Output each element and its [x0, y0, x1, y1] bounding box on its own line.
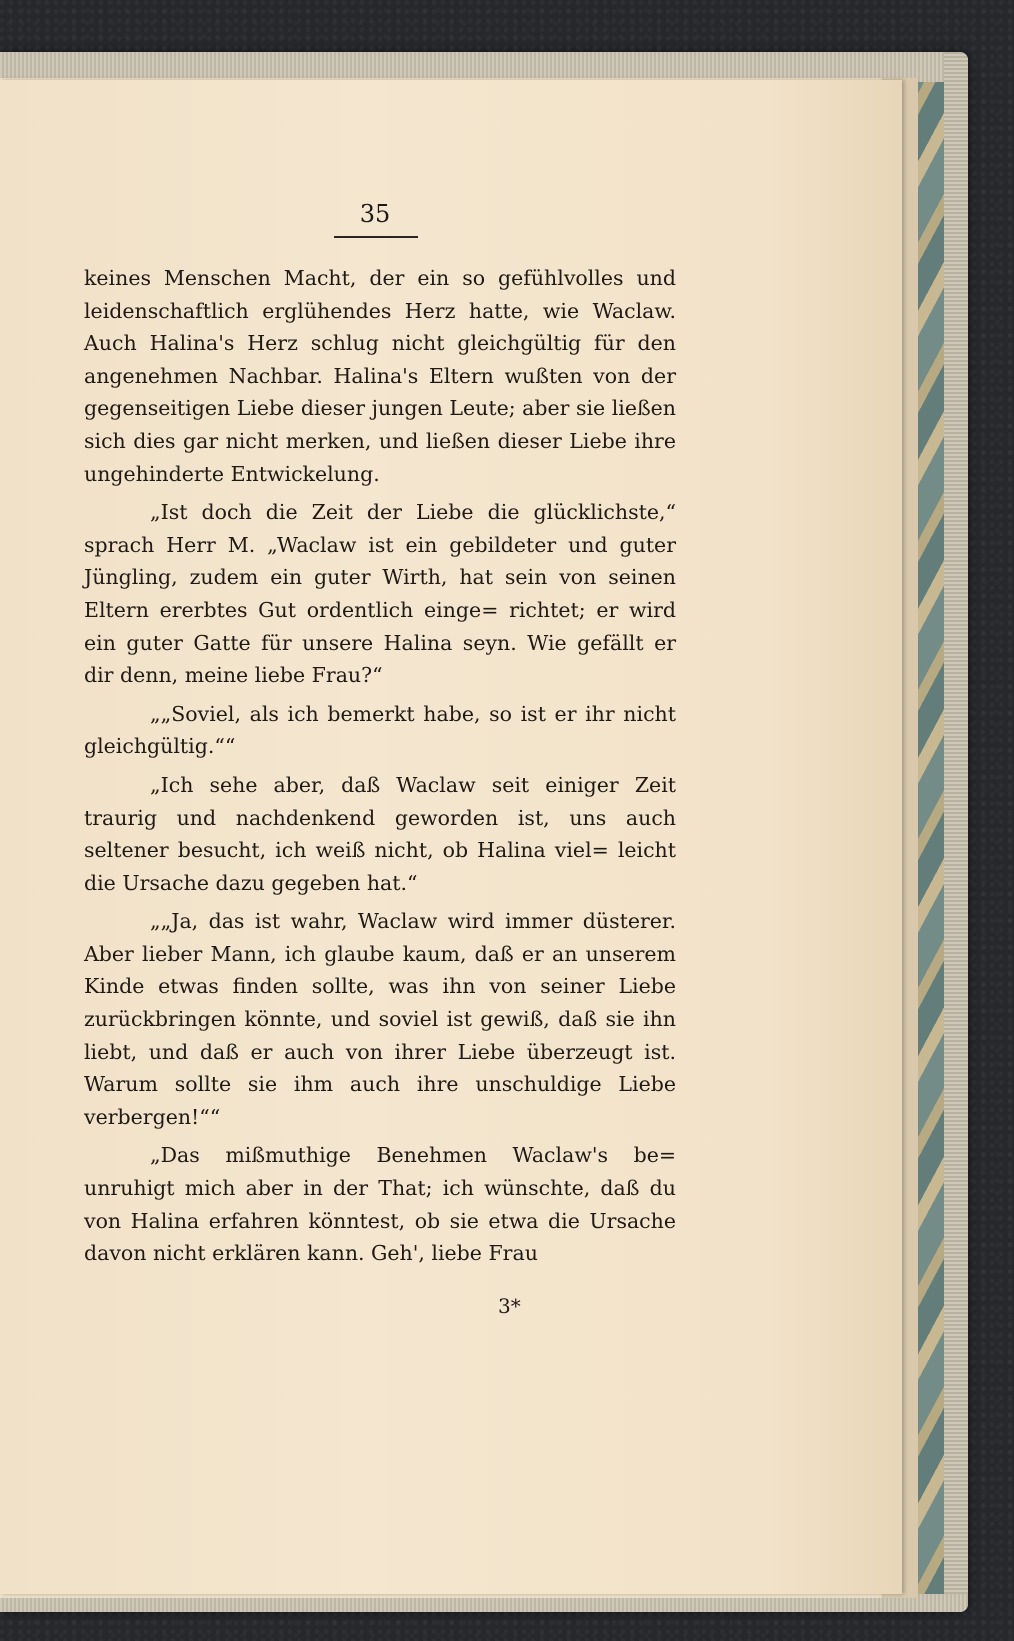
page-text	[84, 262, 676, 1276]
paragraph-4: „Ich sehe aber, daß Waclaw seit einiger Zeit traurig und nachdenkend geworden ist, uns auch seltener besucht, ich weiß nicht, ob Halina viel= leicht die Ursache dazu gegeben hat.“	[84, 772, 676, 895]
paragraph-3: „„Soviel, als ich bemerkt habe, so ist er ihr nicht gleichgültig.““	[84, 701, 676, 759]
paragraph-5: „„Ja, das ist wahr, Waclaw wird immer düsterer. Aber lieber Mann, ich glaube kaum, daß er an unserem Kinde etwas finden sollte, was ihn von seiner Liebe zurückbringen könnte, und soviel ist gewiß, daß sie ihn liebt, und daß er auch von ihrer Liebe überzeugt ist. Warum sollte sie ihm auch ihre unschuldige Liebe verbergen!““	[84, 909, 676, 1129]
page-number: 35	[359, 200, 391, 228]
paragraph-2: „Ist doch die Zeit der Liebe die glücklichste,“ sprach Herr M. „Waclaw ist ein gebildeter und guter Jüngling, zudem ein guter Wirth, hat sein von seinen Eltern ererbtes Gut ordentlich einge= richtet; er wird ein guter Gatte für unsere Halina seyn. Wie gefällt er dir denn, meine liebe Frau?“	[84, 500, 676, 688]
page-number-rule	[334, 236, 418, 238]
cover-linen-edge-right	[944, 52, 968, 1612]
paragraph-1: keines Menschen Macht, der ein so gefühlvolles und leidenschaftlich erglühendes Herz hatte, wie Waclaw. Auch Halina's Herz schlug nicht gleichgültig für den angenehmen Nachbar. Halina's Eltern wußten von der gegenseitigen Liebe dieser jungen Leute; aber sie ließen sich dies gar nicht merken, und ließen dieser Liebe ihre ungehinderte Entwickelung.	[84, 266, 676, 486]
paragraph-6: „Das mißmuthige Benehmen Waclaw's be= unruhigt mich aber in der That; ich wünschte, daß du von Halina erfahren könntest, ob sie etwa die Ursache davon nicht erklären kann. Geh', liebe Frau	[84, 1143, 676, 1266]
signature-mark: 3*	[498, 1294, 521, 1318]
